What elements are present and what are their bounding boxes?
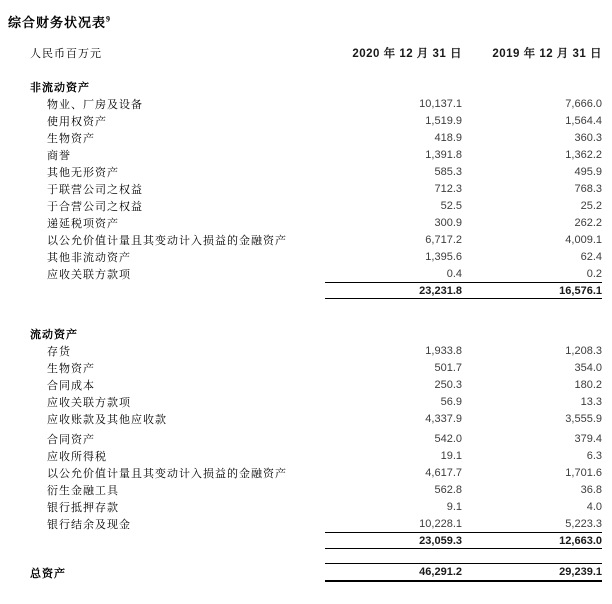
table-row-2020: 56.9 [440, 395, 462, 408]
subtotal-row-0-2020: 23,231.8 [419, 284, 462, 297]
table-row-label: 应收所得税 [47, 450, 107, 463]
table-row [0, 447, 612, 464]
table-row-2019: 262.2 [574, 216, 602, 229]
table-row-2019: 5,223.3 [565, 517, 602, 530]
table-row-2020: 1,933.8 [425, 344, 462, 357]
table-row-values [325, 163, 602, 180]
section-header-1-label: 流动资产 [30, 328, 78, 341]
table-row-2019: 180.2 [574, 378, 602, 391]
section-noncurrent-assets [0, 78, 612, 299]
table-row-values [325, 265, 602, 282]
total-assets-2020: 46,291.2 [419, 566, 462, 578]
table-row [0, 231, 612, 248]
table-row-2019: 0.2 [586, 267, 602, 280]
subtotal-row-1 [0, 532, 612, 549]
subtotal-row-1-2019: 12,663.0 [559, 534, 602, 547]
table-row-values [325, 112, 602, 129]
table-row [0, 214, 612, 231]
table-row-label: 其他非流动资产 [47, 251, 131, 264]
table-row-2019: 6.3 [586, 449, 602, 462]
table-row-2019: 1,564.4 [565, 114, 602, 127]
table-row-2020: 501.7 [434, 361, 462, 374]
section-header-0 [0, 78, 612, 95]
table-row-2019: 495.9 [574, 165, 602, 178]
table-row-2019: 1,701.6 [565, 466, 602, 479]
table-row [0, 498, 612, 515]
table-row-label: 物业、厂房及设备 [47, 98, 143, 111]
table-row-label: 应收关联方款项 [47, 396, 131, 409]
table-row-2019: 13.3 [580, 395, 602, 408]
table-row-label: 于合营公司之权益 [47, 200, 143, 213]
table-row-values [325, 498, 602, 515]
column-header-2020: 2020 年 12 月 31 日 [352, 48, 462, 60]
section-current-assets [0, 325, 612, 549]
column-header-row [0, 44, 612, 62]
table-row-values [325, 376, 602, 393]
subtotal-row-0-2019: 16,576.1 [559, 284, 602, 297]
table-row-values [325, 393, 602, 410]
table-row-values [325, 248, 602, 265]
table-row-label: 以公允价值计量且其变动计入损益的金融资产 [47, 234, 287, 247]
table-row-values [325, 129, 602, 146]
page-title [8, 12, 110, 31]
subtotal-row-1-values [325, 532, 602, 549]
table-row-values [325, 481, 602, 498]
table-row-2019: 360.3 [574, 131, 602, 144]
title-footnote: 9 [106, 14, 111, 24]
table-row [0, 481, 612, 498]
table-row-2019: 7,666.0 [565, 97, 602, 110]
table-row-values [325, 515, 602, 532]
table-row-values [325, 342, 602, 359]
table-row-2020: 1,519.9 [425, 114, 462, 127]
table-row-2020: 6,717.2 [425, 233, 462, 246]
table-row-values [325, 146, 602, 163]
table-row [0, 197, 612, 214]
table-row [0, 95, 612, 112]
table-row-2020: 300.9 [434, 216, 462, 229]
table-row [0, 515, 612, 532]
table-row-2020: 4,617.7 [425, 466, 462, 479]
subtotal-row-0 [0, 282, 612, 299]
table-row-values [325, 430, 602, 447]
table-row-2020: 1,391.8 [425, 148, 462, 161]
table-row [0, 163, 612, 180]
table-row-label: 生物资产 [47, 132, 95, 145]
table-row-label: 应收关联方款项 [47, 268, 131, 281]
table-row-label: 银行抵押存款 [47, 501, 119, 514]
table-row-2020: 52.5 [440, 199, 462, 212]
table-row [0, 180, 612, 197]
table-row [0, 430, 612, 447]
table-row-values [325, 410, 602, 427]
table-row-values [325, 359, 602, 376]
table-row-2019: 379.4 [574, 432, 602, 445]
total-assets-2019: 29,239.1 [559, 566, 602, 578]
column-header-2019: 2019 年 12 月 31 日 [492, 48, 602, 60]
table-row-label: 商誉 [47, 149, 71, 162]
table-row-label: 衍生金融工具 [47, 484, 119, 497]
table-row [0, 129, 612, 146]
table-row-2020: 9.1 [446, 500, 462, 513]
table-row [0, 342, 612, 359]
table-row-2019: 4,009.1 [565, 233, 602, 246]
table-row-label: 存货 [47, 345, 71, 358]
table-row [0, 146, 612, 163]
table-row-values [325, 464, 602, 481]
table-row [0, 410, 612, 427]
section-header-0-label: 非流动资产 [30, 81, 90, 94]
table-row [0, 376, 612, 393]
table-row-label: 于联营公司之权益 [47, 183, 143, 196]
table-row-values [325, 197, 602, 214]
section-header-1 [0, 325, 612, 342]
table-row-2020: 712.3 [434, 182, 462, 195]
table-row-2020: 585.3 [434, 165, 462, 178]
table-row-2019: 36.8 [580, 483, 602, 496]
section-header-1-values [325, 325, 602, 342]
table-row [0, 359, 612, 376]
subtotal-row-0-values [325, 282, 602, 299]
unit-label: 人民币百万元 [30, 48, 102, 60]
table-row-values [325, 447, 602, 464]
table-row-2020: 418.9 [434, 131, 462, 144]
section-header-0-values [325, 78, 602, 95]
total-assets-label: 总资产 [30, 567, 66, 580]
table-row-2020: 10,228.1 [419, 517, 462, 530]
table-row-label: 其他无形资产 [47, 166, 119, 179]
table-row-2019: 4.0 [586, 500, 602, 513]
table-row-2020: 10,137.1 [419, 97, 462, 110]
table-row-2020: 542.0 [434, 432, 462, 445]
column-headers [325, 44, 602, 62]
table-row-2019: 1,362.2 [565, 148, 602, 161]
table-row-2020: 250.3 [434, 378, 462, 391]
table-row [0, 265, 612, 282]
table-row [0, 112, 612, 129]
table-row-label: 使用权资产 [47, 115, 107, 128]
table-row-label: 生物资产 [47, 362, 95, 375]
table-row [0, 393, 612, 410]
table-row-values [325, 180, 602, 197]
table-row-2020: 0.4 [446, 267, 462, 280]
total-assets-row [0, 563, 612, 582]
table-row-2020: 1,395.6 [425, 250, 462, 263]
table-row-2019: 62.4 [580, 250, 602, 263]
table-row-values [325, 95, 602, 112]
title-text: 综合财务状况表 [8, 15, 107, 30]
table-row-label: 合同资产 [47, 433, 95, 446]
table-row-label: 银行结余及现金 [47, 518, 131, 531]
table-row-2019: 768.3 [574, 182, 602, 195]
table-row-values [325, 231, 602, 248]
table-row-label: 递延税项资产 [47, 217, 119, 230]
table-row-2020: 562.8 [434, 483, 462, 496]
table-row-2019: 25.2 [580, 199, 602, 212]
table-row-2019: 354.0 [574, 361, 602, 374]
table-row-2019: 3,555.9 [565, 412, 602, 425]
table-row-label: 合同成本 [47, 379, 95, 392]
subtotal-row-1-2020: 23,059.3 [419, 534, 462, 547]
table-row-label: 以公允价值计量且其变动计入损益的金融资产 [47, 467, 287, 480]
table-row-2020: 19.1 [440, 449, 462, 462]
table-row-2019: 1,208.3 [565, 344, 602, 357]
table-row-2020: 4,337.9 [425, 412, 462, 425]
table-row [0, 464, 612, 481]
table-row-label: 应收账款及其他应收款 [47, 413, 167, 426]
statement-table [0, 44, 612, 582]
total-assets-values [325, 563, 602, 582]
table-row [0, 248, 612, 265]
table-row-values [325, 214, 602, 231]
